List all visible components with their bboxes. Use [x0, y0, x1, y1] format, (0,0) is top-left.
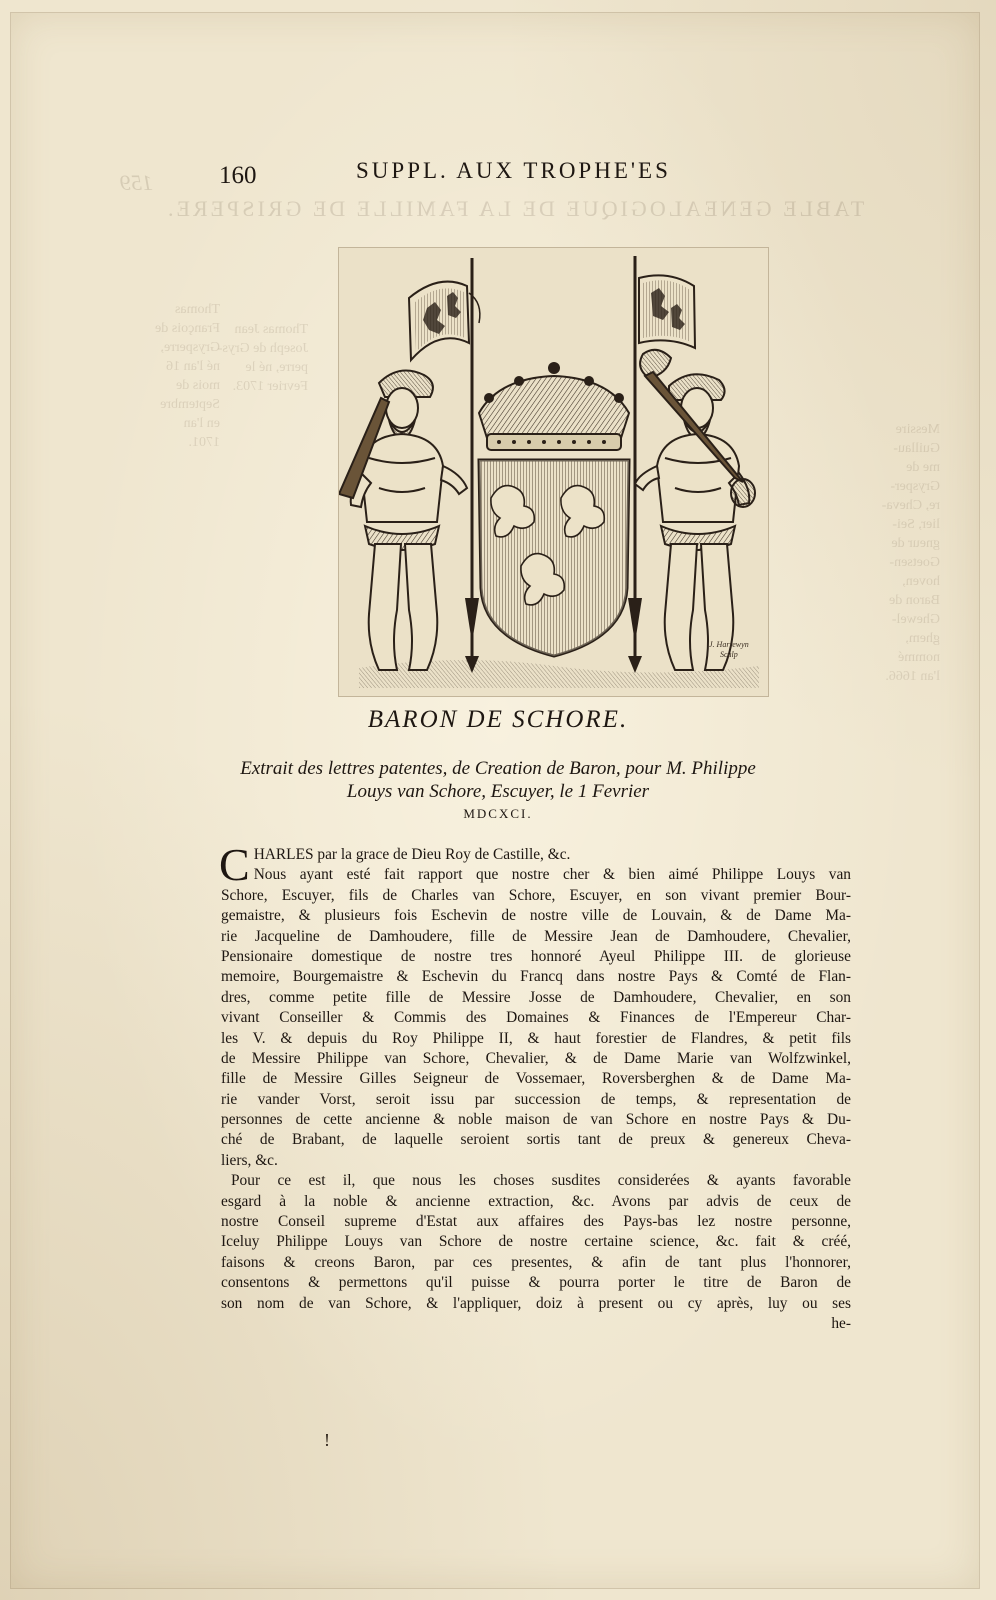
text-line: Schore, Escuyer, fils de Charles van Schore, Escuyer, en son vivant premier Bour- [221, 886, 851, 904]
show-through-page-number: 159 [120, 170, 153, 195]
text-line: gemaistre, & plusieurs fois Eschevin de nostre ville de Louvain, & de Dame Ma- [221, 907, 851, 925]
engraved-plate [338, 247, 769, 697]
shield [479, 460, 629, 656]
text-line: Iceluy Philippe Louys van Schore de nostre certaine science, &c. fait & créé, [221, 1233, 851, 1251]
subtitle-line-2: Louys van Schore, Escuyer, le 1 Fevrier [346, 781, 650, 802]
text-line: vivant Conseiller & Commis des Domaines & Finances de l'Empereur Char- [221, 1009, 851, 1027]
show-through-column: Thomas Jean Joseph de Grys- perre, né le Fevrier 1703. [217, 322, 308, 394]
engraver-name: J. Harrewyn [709, 640, 749, 649]
coat-of-arms-engraving [339, 248, 768, 696]
engraver-sculp: Sculp [719, 650, 738, 659]
text-line: rie vander Vorst, seroit issu par succession de temps, & representation de [221, 1090, 851, 1108]
engraver-signature [709, 640, 749, 660]
right-wild-man [635, 350, 755, 670]
text-line: Pensionaire domestique de nostre tres honnoré Ayeul Philippe III. de glorieuse [221, 947, 851, 965]
text-line: dres, comme petite fille de Messire Josse de Damhoudere, Chevalier, en son [221, 988, 851, 1006]
arms-title: BARON DE SCHORE. [367, 706, 629, 733]
catchword: he- [831, 1314, 851, 1332]
text-line: esgard à la noble & ancienne extraction, &c. Avons par advis de ceux de [221, 1192, 851, 1210]
text-line: son nom de van Schore, & l'appliquer, doiz à present ou cy après, luy ou ses [221, 1294, 851, 1312]
subtitle-line-1: Extrait des lettres patentes, de Creation de Baron, pour M. Philippe [240, 758, 756, 779]
text-line: HARLES par la grace de Dieu Roy de Castille, &c. [253, 846, 571, 863]
show-through-column: Thomas François de Grysperre, né l'an 16 mois de Septembre en l'an 1701. [155, 302, 220, 450]
text-line: rie Jacqueline de Damhoudere, fille de Messire Jean de Damhoudere, Chevalier, [221, 927, 851, 945]
text-line: ché de Brabant, de laquelle seroient sortis tant de preux & genereux Cheva- [221, 1131, 851, 1149]
subtitle-date: MDCXCI. [463, 806, 533, 821]
text-line: les V. & depuis du Roy Philippe II, & haut forestier de Flandres, & petit fils [221, 1029, 851, 1047]
text-line: Pour ce est il, que nous les choses susdites considerées & ayants favorable [231, 1172, 851, 1190]
page-number: 160 [219, 162, 257, 189]
show-through-heading: TABLE GENEALOGIQUE DE LA FAMILLE DE GRISPERE. [165, 196, 865, 221]
text-line: memoire, Bourgemaistre & Eschevin du Francq dans nostre Pays & Comté de Flan- [221, 968, 851, 986]
text-line: fille de Messire Gilles Seigneur de Vossemaer, Roversberghen & de Dame Ma- [221, 1070, 851, 1088]
text-line: Nous ayant esté fait rapport que nostre cher & bien aimé Philippe Louys van [253, 866, 851, 884]
text-line: nostre Conseil supreme d'Estat aux affaires des Pays-bas lez nostre personne, [221, 1213, 851, 1231]
left-wild-man [339, 371, 467, 671]
text-line: personnes de cette ancienne & noble maison de van Schore en nostre Pays & Du- [221, 1111, 851, 1129]
text-line: consentons & permettons qu'il puisse & pourra porter le titre de Baron de [221, 1274, 851, 1292]
text-line: faisons & creons Baron, par ces presentes, & afin de tant plus l'honnorer, [221, 1253, 851, 1271]
crown [479, 362, 629, 450]
text-line: liers, &c. [221, 1151, 278, 1169]
drop-cap: C [219, 839, 250, 890]
show-through-column: Messire Guillau- me de Grysper- re, Cheva- lier, Sei- gneur de Goetsen- hoven, Baron de Ghewel- ghem, nommé l'an 1666. [881, 422, 940, 684]
running-title: SUPPL. AUX TROPHE'ES [356, 158, 671, 183]
stray-ink-mark: ǃ [324, 1430, 330, 1450]
body-text [219, 839, 851, 1334]
text-line: de Messire Philippe van Schore, Chevalier, & de Dame Marie van Wolfzwinkel, [221, 1049, 851, 1067]
